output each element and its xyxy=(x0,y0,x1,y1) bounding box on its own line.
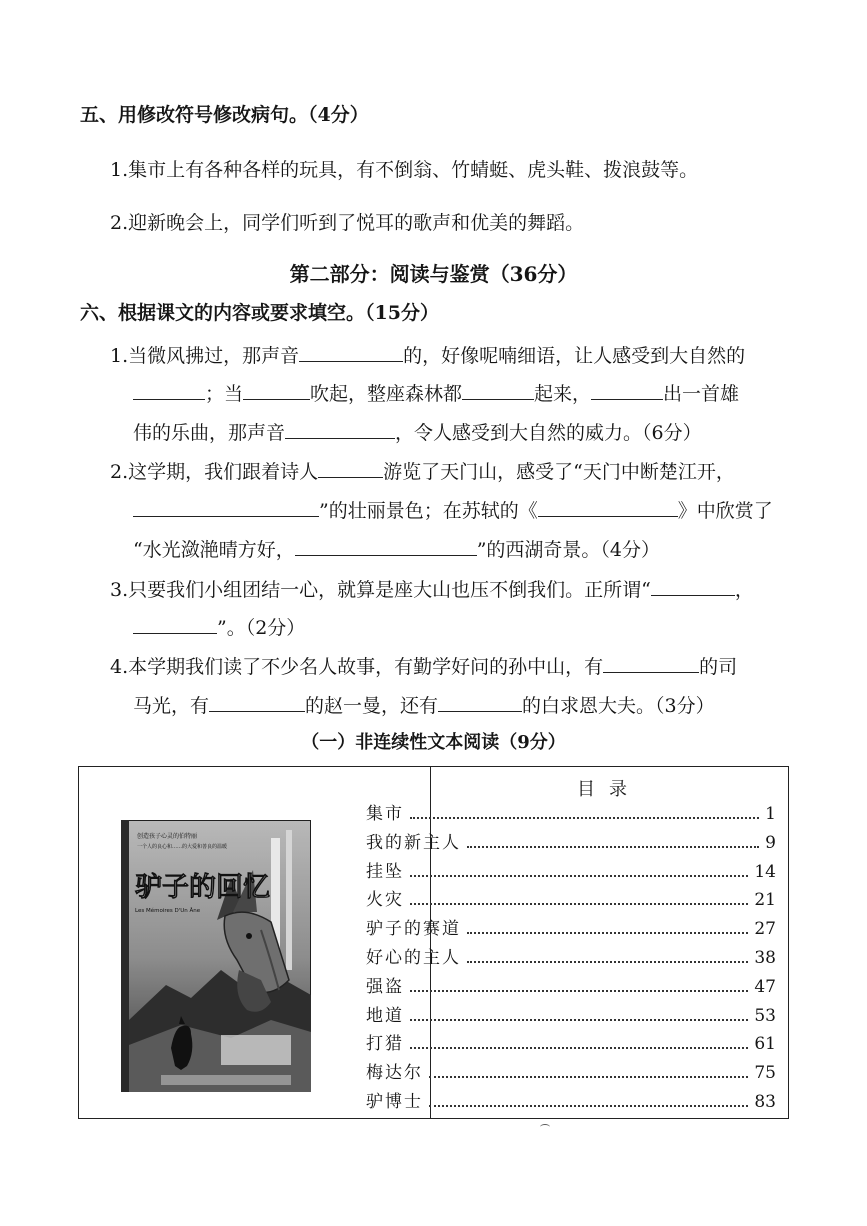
toc-entry-name: 集市 xyxy=(366,804,404,824)
q2-text-b: 游览了天门山，感受了“天门中断楚江开， xyxy=(383,461,735,483)
toc-entry-page: 47 xyxy=(754,976,776,997)
q4-text-e: 的白求恩大夫。（3分） xyxy=(522,695,715,717)
q1-text-d: 吹起，整座森林都 xyxy=(310,383,463,405)
section5-item-2: 2.迎新晚会上，同学们听到了悦耳的歌声和优美的舞蹈。 xyxy=(110,212,585,234)
toc-entry xyxy=(366,860,776,884)
toc-entry-page: 9 xyxy=(765,832,776,853)
toc-entry xyxy=(366,1061,776,1085)
q3-line-2 xyxy=(133,613,305,641)
section5-heading: 五、用修改符号修改病句。（4分） xyxy=(80,104,369,126)
q1-blank-1[interactable] xyxy=(299,341,403,362)
toc-entry-page: 83 xyxy=(754,1092,776,1112)
q2-text-f: ”的西湖奇景。（4分） xyxy=(476,539,661,561)
toc-entry-name: 打猎 xyxy=(366,1034,404,1055)
toc-entry-name: 驴子的赛道 xyxy=(366,919,461,940)
q1-blank-3[interactable] xyxy=(243,379,310,400)
q1-text-h: ，令人感受到大自然的威力。（6分） xyxy=(395,422,702,444)
book-tagline-1: 创造孩子心灵的伯特丽 xyxy=(137,833,198,840)
q1-line-1 xyxy=(110,341,745,369)
q2-blank-1[interactable] xyxy=(318,457,383,478)
q4-blank-2[interactable] xyxy=(209,691,305,712)
q3-text-b: ， xyxy=(734,579,754,601)
toc-leader-dots xyxy=(410,875,748,877)
toc-leader-dots xyxy=(429,1076,748,1078)
toc-entry xyxy=(366,917,776,941)
section5-item-1: 1.集市上有各种各样的玩具，有不倒翁、竹蜻蜓、虎头鞋、拨浪鼓等。 xyxy=(110,159,699,181)
toc-leader-dots xyxy=(467,932,748,934)
toc-entry-name: 好心的主人 xyxy=(366,948,461,968)
q3-blank-1[interactable] xyxy=(651,575,735,596)
q4-text-d: 的赵一曼，还有 xyxy=(305,695,439,717)
reading1-heading: （一）非连续性文本阅读（9分） xyxy=(301,732,566,753)
q2-blank-3[interactable] xyxy=(538,496,678,517)
q4-line-1 xyxy=(110,652,737,680)
q4-text-b: 的司 xyxy=(699,656,738,678)
toc-entry-name: 火灾 xyxy=(366,890,404,911)
q2-line-1 xyxy=(110,457,735,485)
toc-entry-page: 75 xyxy=(754,1063,776,1084)
q1-text-b: 的，好像呢喃细语，让人感受到大自然的 xyxy=(403,345,746,367)
book-title: 驴子的回忆 xyxy=(135,872,270,903)
q2-blank-4[interactable] xyxy=(295,535,477,556)
toc-entry xyxy=(366,831,776,855)
toc-leader-dots xyxy=(429,1105,748,1107)
q2-text-a: 2.这学期，我们跟着诗人 xyxy=(110,461,319,483)
toc-entry-page: 61 xyxy=(754,1034,776,1055)
toc-leader-dots xyxy=(410,817,759,819)
q1-text-c: ；当 xyxy=(205,383,244,405)
q3-blank-2[interactable] xyxy=(133,613,217,634)
series-stamp xyxy=(221,1035,291,1065)
toc-entry-page: 53 xyxy=(754,1005,776,1026)
page-marker xyxy=(540,1124,550,1130)
toc-leader-dots xyxy=(410,990,748,992)
toc-entry xyxy=(366,975,776,999)
part2-heading: 第二部分：阅读与鉴赏（36分） xyxy=(289,262,578,286)
q4-text-c: 马光，有 xyxy=(133,695,210,717)
tree-trunk-2 xyxy=(286,830,292,970)
section6-heading: 六、根据课文的内容或要求填空。（15分） xyxy=(80,302,439,324)
q2-text-c: ”的壮丽景色；在苏轼的《 xyxy=(319,500,538,522)
toc-entry xyxy=(366,946,776,970)
q1-text-e: 起来， xyxy=(534,383,592,405)
toc-entry xyxy=(366,1090,776,1114)
toc-entry-name: 挂坠 xyxy=(366,861,404,882)
q1-blank-6[interactable] xyxy=(285,418,395,439)
toc-entry-page: 38 xyxy=(754,948,776,968)
toc-entry-page: 21 xyxy=(754,890,776,911)
q3-text-c: ”。（2分） xyxy=(217,617,306,639)
toc-entry-name: 我的新主人 xyxy=(366,832,461,853)
toc-entry xyxy=(366,1032,776,1056)
toc-entry-name: 梅达尔 xyxy=(366,1063,423,1084)
q1-text-a: 1.当微风拂过，那声音 xyxy=(110,345,300,367)
q1-text-g: 伟的乐曲，那声音 xyxy=(133,422,286,444)
book-subtitle: Les Mémoires D'Un Âne xyxy=(135,908,201,914)
q1-blank-2[interactable] xyxy=(133,379,205,400)
q1-line-3 xyxy=(133,418,702,446)
q2-line-2 xyxy=(133,496,773,524)
toc-title: 目录 xyxy=(577,779,641,800)
q1-text-f: 出一首雄 xyxy=(663,383,740,405)
q3-line-1 xyxy=(110,575,754,603)
toc-entry-page: 14 xyxy=(754,861,776,882)
toc-leader-dots xyxy=(467,961,748,963)
q1-blank-4[interactable] xyxy=(462,379,534,400)
q2-text-e: “水光潋滟晴方好， xyxy=(133,539,295,561)
q2-blank-2[interactable] xyxy=(133,496,319,517)
toc-leader-dots xyxy=(410,1019,748,1021)
toc-entry-name: 地道 xyxy=(366,1005,404,1026)
toc-entry-page: 27 xyxy=(754,919,776,940)
q2-text-d: 》中欣赏了 xyxy=(677,500,773,522)
toc-entry-name: 驴博士 xyxy=(366,1092,423,1112)
q4-line-2 xyxy=(133,691,715,719)
toc-leader-dots xyxy=(410,1047,748,1049)
toc-leader-dots xyxy=(467,846,759,848)
q1-blank-5[interactable] xyxy=(591,379,663,400)
q1-line-2 xyxy=(133,379,739,407)
toc-entry xyxy=(366,802,776,826)
book-tagline-2: 一个人的良心和……的大爱和善良的温暖 xyxy=(137,844,228,850)
toc-leader-dots xyxy=(410,903,748,905)
toc-entry xyxy=(366,888,776,912)
q4-blank-1[interactable] xyxy=(603,652,699,673)
q3-text-a: 3.只要我们小组团结一心，就算是座大山也压不倒我们。正所谓“ xyxy=(110,579,651,601)
q2-line-3 xyxy=(133,535,660,563)
toc-entry-name: 强盗 xyxy=(366,976,404,997)
toc-entry xyxy=(366,1004,776,1028)
book-spine xyxy=(121,820,129,1092)
publisher-bar xyxy=(161,1075,291,1085)
toc-entry-page: 1 xyxy=(765,804,776,824)
q4-blank-3[interactable] xyxy=(438,691,522,712)
q4-text-a: 4.本学期我们读了不少名人故事，有勤学好问的孙中山，有 xyxy=(110,656,604,678)
book-cover-image xyxy=(121,820,311,1092)
